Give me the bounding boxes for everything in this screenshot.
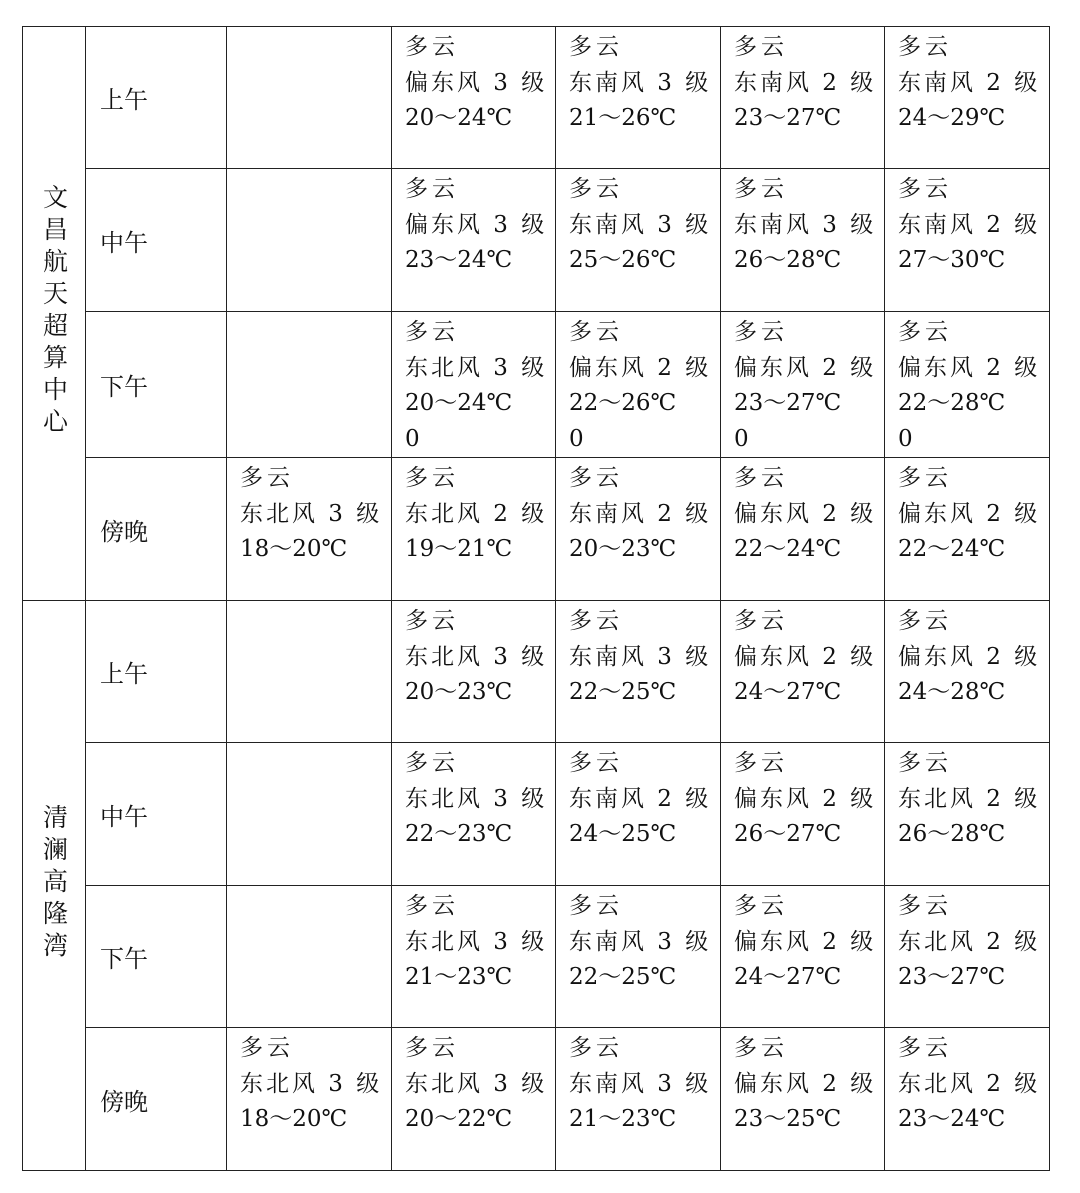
temperature-range: 22～26℃: [569, 390, 677, 416]
wind-info: 偏东风 2 级: [734, 354, 877, 381]
wind-info: 偏东风 2 级: [898, 643, 1041, 670]
table-row: [23, 312, 1050, 458]
temperature-range: 24～28℃: [898, 679, 1006, 705]
weather-condition: 多云: [240, 465, 294, 491]
wind-info: 偏东风 2 级: [898, 500, 1041, 527]
temperature-range: 26～28℃: [898, 821, 1006, 847]
forecast-cell: [885, 27, 1050, 169]
wind-info: 东南风 2 级: [898, 211, 1041, 238]
period-cell: 上午: [86, 601, 227, 743]
temperature-range: 22～24℃: [898, 536, 1006, 562]
period-cell: 傍晚: [86, 1028, 227, 1171]
forecast-cell: [392, 169, 556, 312]
period-cell: 下午: [86, 886, 227, 1028]
forecast-cell: [392, 458, 556, 601]
temperature-range: 22～25℃: [569, 679, 677, 705]
temperature-range: 19～21℃: [405, 536, 513, 562]
temperature-range: 23～27℃: [734, 390, 842, 416]
temperature-range: 24～27℃: [734, 679, 842, 705]
weather-condition: 多云: [405, 750, 459, 776]
weather-condition: 多云: [569, 608, 623, 634]
weather-condition: 多云: [734, 34, 788, 60]
temperature-range: 20～24℃: [405, 390, 513, 416]
weather-condition: 多云: [734, 750, 788, 776]
wind-info: 偏东风 3 级: [405, 69, 548, 96]
forecast-cell: [721, 886, 885, 1028]
temperature-range: 23～27℃: [734, 105, 842, 131]
wind-info: 东南风 3 级: [734, 211, 877, 238]
forecast-cell: [721, 743, 885, 886]
table-row: [23, 886, 1050, 1028]
location-cell: [23, 27, 86, 601]
table-row: [23, 27, 1050, 169]
temperature-range: 23～24℃: [898, 1106, 1006, 1132]
weather-condition: 多云: [240, 1035, 294, 1061]
weather-condition: 多云: [569, 465, 623, 491]
weather-condition: 多云: [569, 176, 623, 202]
forecast-cell: [885, 458, 1050, 601]
temperature-range: 24～25℃: [569, 821, 677, 847]
weather-condition: 多云: [898, 176, 952, 202]
period-cell: 中午: [86, 169, 227, 312]
wind-info: 东南风 3 级: [569, 643, 712, 670]
weather-condition: 多云: [734, 176, 788, 202]
forecast-cell: [556, 743, 721, 886]
weather-condition: 多云: [898, 34, 952, 60]
forecast-cell: [556, 886, 721, 1028]
temperature-range: 24～27℃: [734, 964, 842, 990]
temperature-range: 22～24℃: [734, 536, 842, 562]
forecast-cell: [556, 1028, 721, 1171]
weather-condition: 多云: [898, 608, 952, 634]
wind-info: 偏东风 3 级: [405, 211, 548, 238]
forecast-cell: [721, 458, 885, 601]
weather-condition: 多云: [898, 1035, 952, 1061]
forecast-cell: [885, 1028, 1050, 1171]
forecast-cell: [556, 27, 721, 169]
wind-info: 偏东风 2 级: [734, 1070, 877, 1097]
wind-info: 东南风 2 级: [569, 500, 712, 527]
wind-info: 偏东风 2 级: [734, 785, 877, 812]
wind-info: 东北风 2 级: [898, 1070, 1041, 1097]
temperature-range: 23～25℃: [734, 1106, 842, 1132]
forecast-cell: [885, 886, 1050, 1028]
temperature-range: 20～22℃: [405, 1106, 513, 1132]
weather-condition: 多云: [734, 319, 788, 345]
wind-info: 东南风 3 级: [569, 928, 712, 955]
wind-info: 偏东风 2 级: [734, 643, 877, 670]
forecast-cell: [556, 458, 721, 601]
forecast-cell: [227, 601, 392, 743]
forecast-cell: [392, 601, 556, 743]
wind-info: 东北风 3 级: [405, 354, 548, 381]
forecast-cell: [721, 601, 885, 743]
location-name: 清澜高隆湾: [39, 803, 69, 964]
extra-value: 0: [734, 425, 749, 452]
weather-condition: 多云: [898, 893, 952, 919]
temperature-range: 21～23℃: [569, 1106, 677, 1132]
weather-condition: 多云: [898, 465, 952, 491]
table-row: [23, 458, 1050, 601]
wind-info: 东北风 3 级: [240, 1070, 383, 1097]
temperature-range: 21～26℃: [569, 105, 677, 131]
forecast-cell: [556, 601, 721, 743]
forecast-cell: [392, 27, 556, 169]
wind-info: 东北风 3 级: [240, 500, 383, 527]
forecast-cell: [556, 169, 721, 312]
temperature-range: 27～30℃: [898, 247, 1006, 273]
temperature-range: 24～29℃: [898, 105, 1006, 131]
temperature-range: 18～20℃: [240, 536, 348, 562]
forecast-cell: [885, 743, 1050, 886]
forecast-cell: [721, 169, 885, 312]
period-cell: 中午: [86, 743, 227, 886]
temperature-range: 21～23℃: [405, 964, 513, 990]
table-row: [23, 1028, 1050, 1171]
weather-condition: 多云: [898, 319, 952, 345]
weather-condition: 多云: [405, 893, 459, 919]
location-cell: [23, 601, 86, 1171]
forecast-cell: [227, 743, 392, 886]
forecast-cell: [885, 601, 1050, 743]
weather-condition: 多云: [569, 319, 623, 345]
temperature-range: 20～23℃: [569, 536, 677, 562]
forecast-cell: [392, 743, 556, 886]
weather-condition: 多云: [734, 465, 788, 491]
wind-info: 东北风 2 级: [898, 785, 1041, 812]
weather-condition: 多云: [569, 34, 623, 60]
forecast-cell: [227, 169, 392, 312]
wind-info: 东北风 3 级: [405, 785, 548, 812]
temperature-range: 22～25℃: [569, 964, 677, 990]
weather-condition: 多云: [734, 608, 788, 634]
weather-condition: 多云: [898, 750, 952, 776]
wind-info: 东南风 3 级: [569, 1070, 712, 1097]
location-name: 文昌航天超算中心: [39, 183, 69, 440]
weather-condition: 多云: [405, 1035, 459, 1061]
weather-condition: 多云: [405, 465, 459, 491]
weather-condition: 多云: [734, 893, 788, 919]
weather-condition: 多云: [734, 1035, 788, 1061]
forecast-cell: [721, 27, 885, 169]
forecast-cell: [392, 312, 556, 458]
temperature-range: 26～27℃: [734, 821, 842, 847]
forecast-cell: [227, 886, 392, 1028]
weather-condition: 多云: [569, 1035, 623, 1061]
weather-condition: 多云: [569, 893, 623, 919]
wind-info: 东北风 3 级: [405, 643, 548, 670]
wind-info: 东北风 3 级: [405, 1070, 548, 1097]
forecast-cell: [227, 312, 392, 458]
period-cell: 下午: [86, 312, 227, 458]
temperature-range: 23～24℃: [405, 247, 513, 273]
forecast-cell: [392, 1028, 556, 1171]
wind-info: 东南风 2 级: [734, 69, 877, 96]
period-cell: 上午: [86, 27, 227, 169]
wind-info: 东南风 3 级: [569, 211, 712, 238]
temperature-range: 23～27℃: [898, 964, 1006, 990]
temperature-range: 20～23℃: [405, 679, 513, 705]
extra-value: 0: [898, 425, 913, 452]
temperature-range: 22～23℃: [405, 821, 513, 847]
forecast-cell: [885, 312, 1050, 458]
extra-value: 0: [569, 425, 584, 452]
weather-condition: 多云: [405, 319, 459, 345]
forecast-cell: [392, 886, 556, 1028]
wind-info: 偏东风 2 级: [734, 928, 877, 955]
weather-condition: 多云: [569, 750, 623, 776]
extra-value: 0: [405, 425, 420, 452]
temperature-range: 20～24℃: [405, 105, 513, 131]
period-cell: 傍晚: [86, 458, 227, 601]
forecast-table-body: [23, 27, 1050, 1171]
forecast-table: [22, 26, 1050, 1171]
weather-condition: 多云: [405, 34, 459, 60]
table-row: [23, 601, 1050, 743]
temperature-range: 22～28℃: [898, 390, 1006, 416]
forecast-cell: [721, 1028, 885, 1171]
table-row: [23, 743, 1050, 886]
wind-info: 东北风 2 级: [898, 928, 1041, 955]
wind-info: 偏东风 2 级: [734, 500, 877, 527]
weather-condition: 多云: [405, 176, 459, 202]
forecast-cell: [227, 458, 392, 601]
wind-info: 东南风 3 级: [569, 69, 712, 96]
table-row: [23, 169, 1050, 312]
forecast-cell: [227, 1028, 392, 1171]
wind-info: 东北风 3 级: [405, 928, 548, 955]
wind-info: 偏东风 2 级: [898, 354, 1041, 381]
weather-condition: 多云: [405, 608, 459, 634]
temperature-range: 26～28℃: [734, 247, 842, 273]
wind-info: 偏东风 2 级: [569, 354, 712, 381]
wind-info: 东南风 2 级: [898, 69, 1041, 96]
forecast-cell: [885, 169, 1050, 312]
temperature-range: 25～26℃: [569, 247, 677, 273]
forecast-cell: [227, 27, 392, 169]
forecast-cell: [556, 312, 721, 458]
wind-info: 东北风 2 级: [405, 500, 548, 527]
forecast-cell: [721, 312, 885, 458]
temperature-range: 18～20℃: [240, 1106, 348, 1132]
wind-info: 东南风 2 级: [569, 785, 712, 812]
